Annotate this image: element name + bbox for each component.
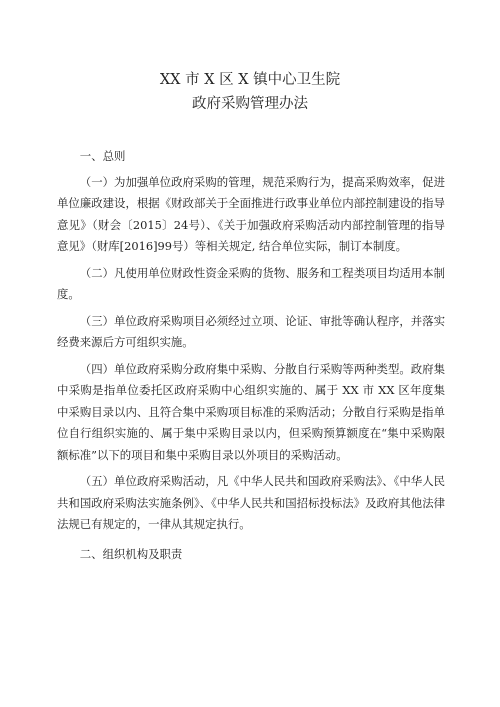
section-heading-organization: 二、组织机构及职责	[79, 546, 183, 561]
paragraph-5: （五）单位政府采购活动，凡《中华人民共和国政府采购法》、《中华人民共和国政府采购法实施条例》、《中华人民共和国招标投标法》及政府其他法律法规已有规定的，一律从其规定执行。	[57, 474, 445, 531]
document-body	[57, 146, 445, 569]
paragraph-3: （三）单位政府采购项目必须经过立项、论证、审批等确认程序，并落实经费来源后方可组织实施。	[57, 313, 445, 349]
document-title-line1: XX 市 X 区 X 镇中心卫生院	[159, 72, 341, 88]
paragraph-2: （二）凡使用单位财政性资金采购的货物、服务和工程类项目均适用本制度。	[57, 265, 445, 301]
paragraph-4: （四）单位政府采购分政府集中采购、分散自行采购等两种类型。政府集中采购是指单位委托区政府采购中心组织实施的、属于 XX 市 XX 区年度集中采购目录以内、且符合集中采购项目标准的采购活动；分散自行采购是指单位自行组织实施的、属于集中采购目录以内，但采购预算额度在“集中采购限额标准”以下的项目和集中采购目录以外项目的采购活动。	[57, 361, 445, 462]
document-title-line2: 政府采购管理办法	[192, 96, 308, 112]
section-heading-general: 一、总则	[79, 149, 126, 163]
paragraph-1: （一）为加强单位政府采购的管理，规范采购行为，提高采购效率，促进单位廉政建设，根据《财政部关于全面推进行政事业单位内部控制建设的指导意见》（财会〔2015〕24号）、《关于加强政府采购活动内部控制管理的指导意见》（财库[2016]99号）等相关规定, 结合单位实际，制订本制度。	[57, 174, 445, 253]
